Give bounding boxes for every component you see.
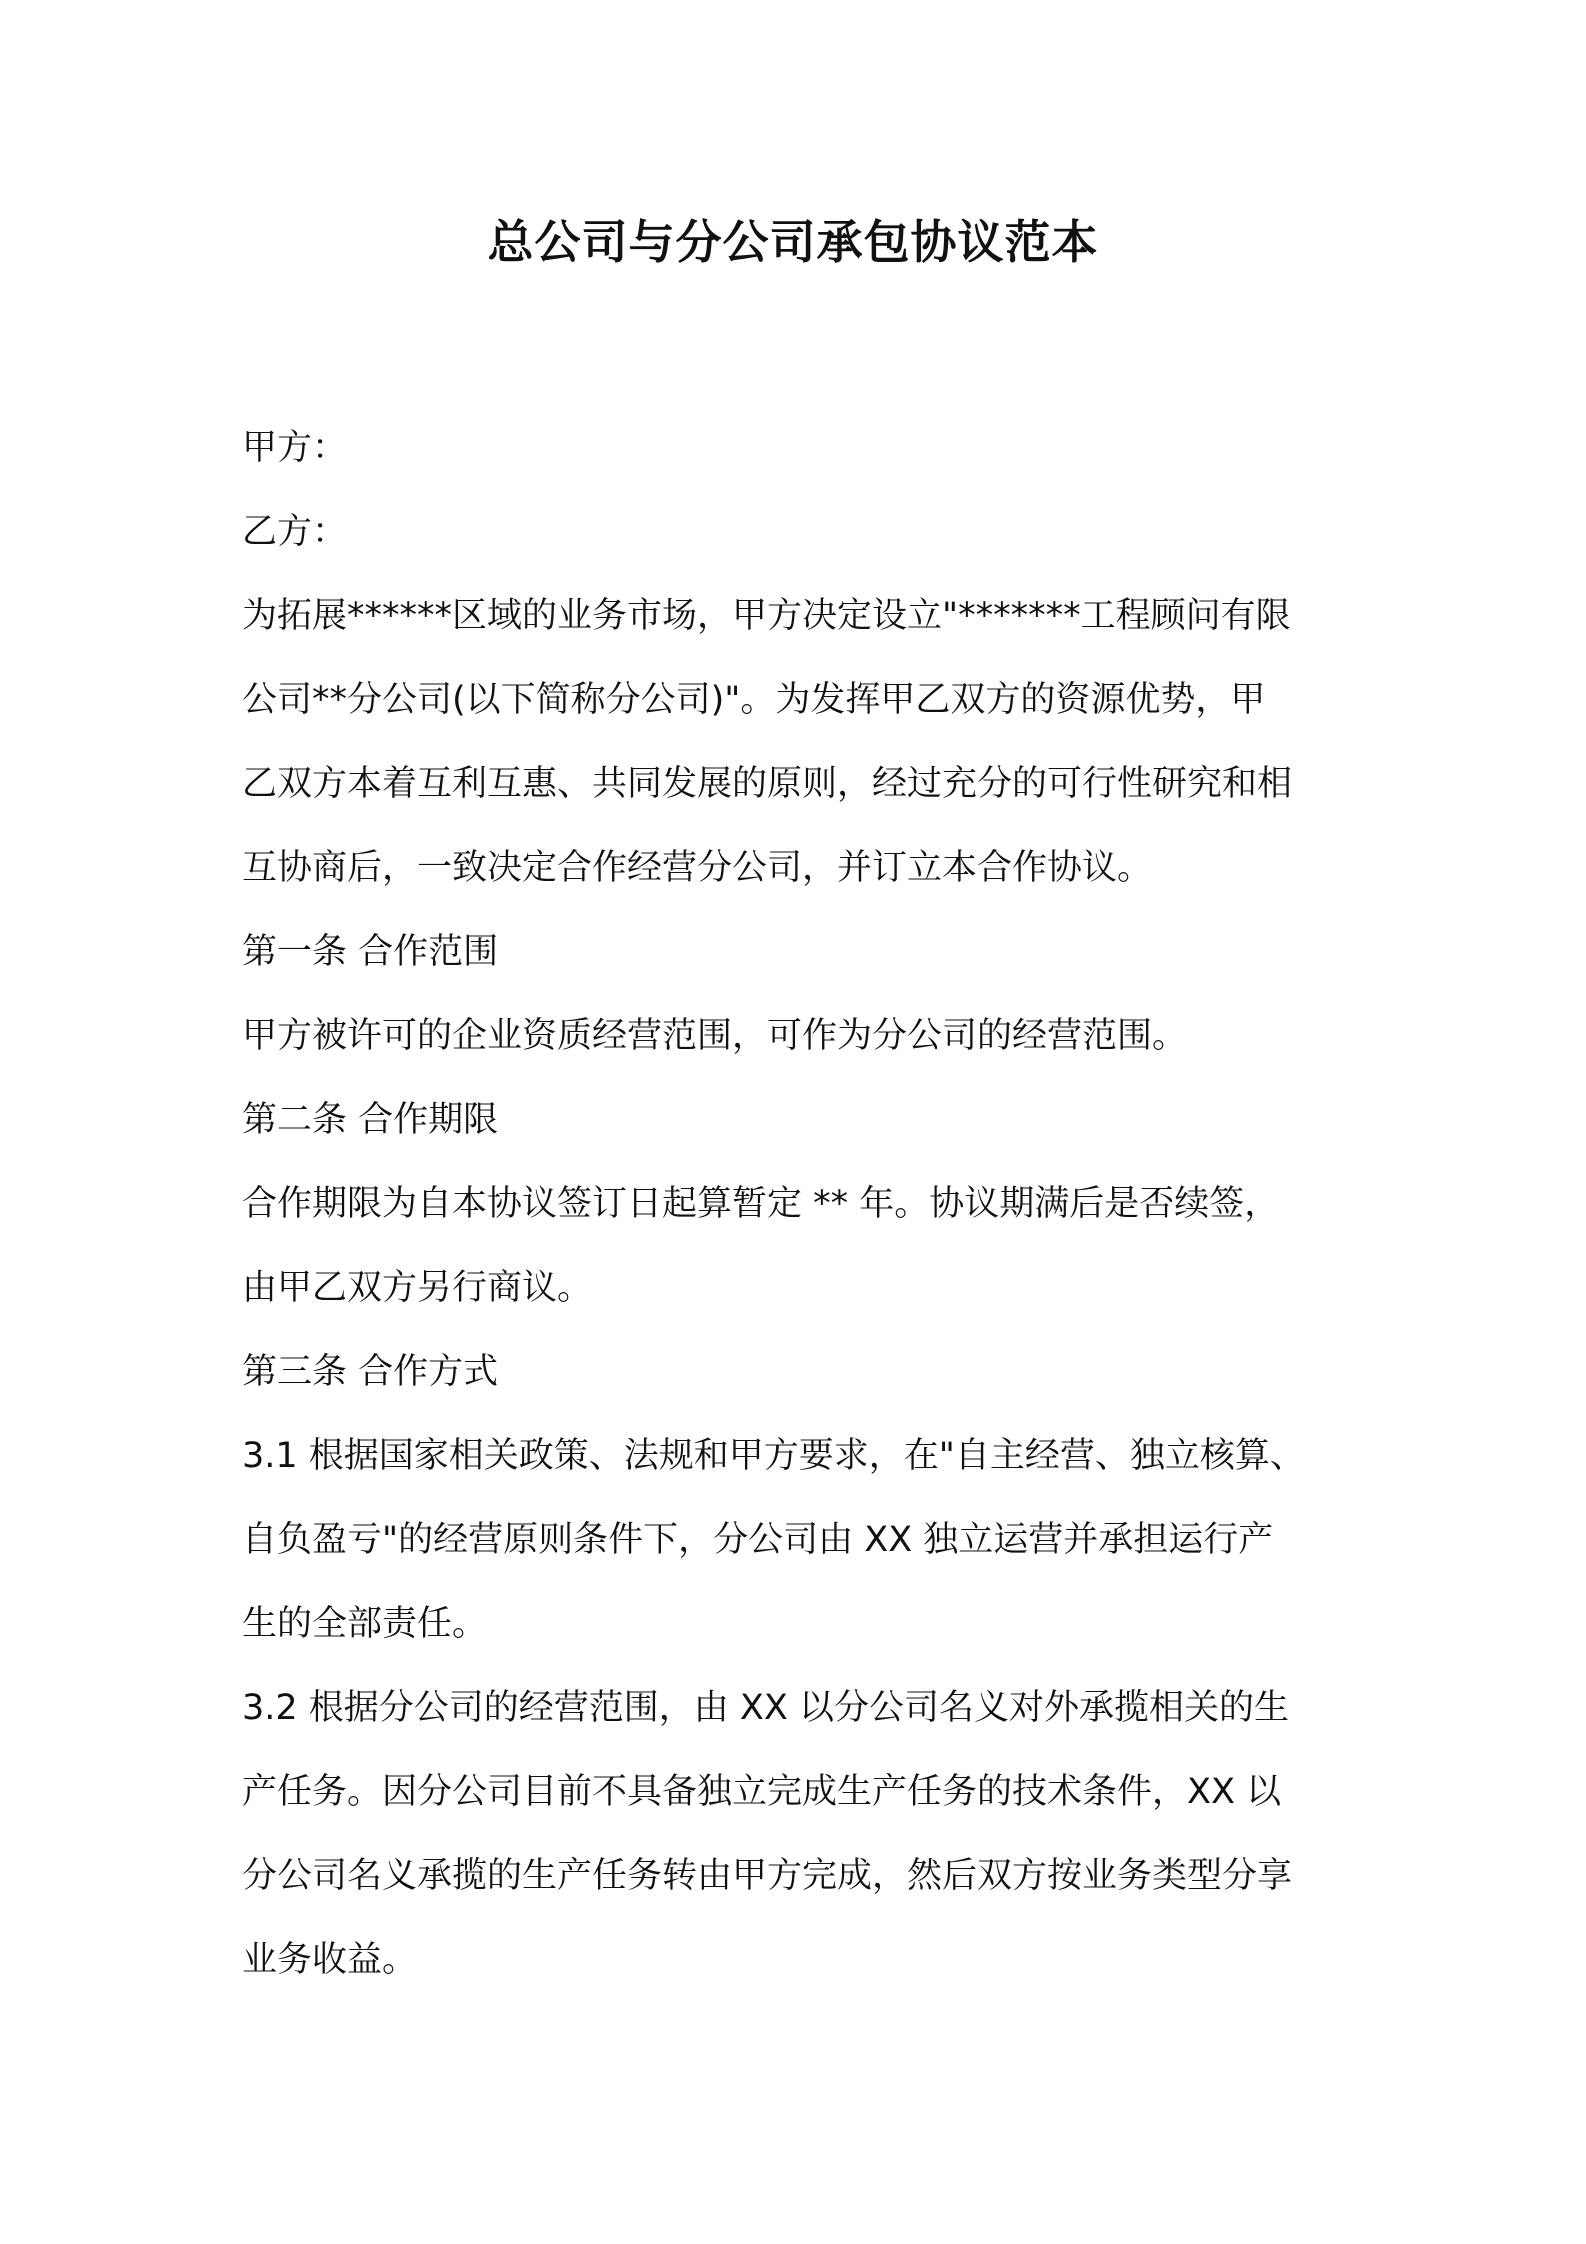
article-1-paragraph (242, 994, 1362, 1078)
clause-3-1-paragraph (242, 1414, 1362, 1666)
party-a-line (242, 406, 1362, 490)
text-line: 由甲乙双方另行商议。 (242, 1268, 593, 1308)
text-line: 合作期限为自本协议签订日起算暂定 ** 年。协议期满后是否续签， (242, 1184, 1280, 1224)
article-3-heading (242, 1330, 1362, 1414)
clause-3-2-paragraph (242, 1666, 1362, 2002)
text-line: 3.2 根据分公司的经营范围，由 XX 以分公司名义对外承揽相关的生 (242, 1688, 1289, 1728)
text-line: 生的全部责任。 (242, 1604, 488, 1644)
article-2-paragraph (242, 1162, 1362, 1330)
text-line: 乙双方本着互利互惠、共同发展的原则，经过充分的可行性研究和相 (242, 764, 1293, 804)
text-line: 互协商后，一致决定合作经营分公司，并订立本合作协议。 (242, 848, 1153, 888)
text-line: 第三条 合作方式 (242, 1352, 499, 1392)
document-body (242, 406, 1362, 2002)
preamble-paragraph (242, 574, 1362, 910)
text-line: 甲方被许可的企业资质经营范围，可作为分公司的经营范围。 (242, 1016, 1188, 1056)
text-line: 第一条 合作范围 (242, 932, 499, 972)
text-line: 业务收益。 (242, 1940, 418, 1980)
text-line: 第二条 合作期限 (242, 1100, 499, 1140)
article-2-heading (242, 1078, 1362, 1162)
text-line: 产任务。因分公司目前不具备独立完成生产任务的技术条件，XX 以 (242, 1772, 1282, 1812)
party-b-line (242, 490, 1362, 574)
text-line: 分公司名义承揽的生产任务转由甲方完成，然后双方按业务类型分享 (242, 1856, 1293, 1896)
text-line: 乙方： (242, 512, 348, 552)
text-line: 自负盈亏"的经营原则条件下，分公司由 XX 独立运营并承担运行产 (242, 1520, 1274, 1560)
article-1-heading (242, 910, 1362, 994)
document-title: 总公司与分公司承包协议范本 (487, 215, 1099, 269)
text-line: 3.1 根据国家相关政策、法规和甲方要求，在"自主经营、独立核算、 (242, 1436, 1305, 1476)
text-line: 甲方： (242, 428, 348, 468)
text-line: 公司**分公司(以下简称分公司)"。为发挥甲乙双方的资源优势，甲 (242, 680, 1266, 720)
text-line: 为拓展******区域的业务市场，甲方决定设立"*******工程顾问有限 (242, 596, 1291, 636)
